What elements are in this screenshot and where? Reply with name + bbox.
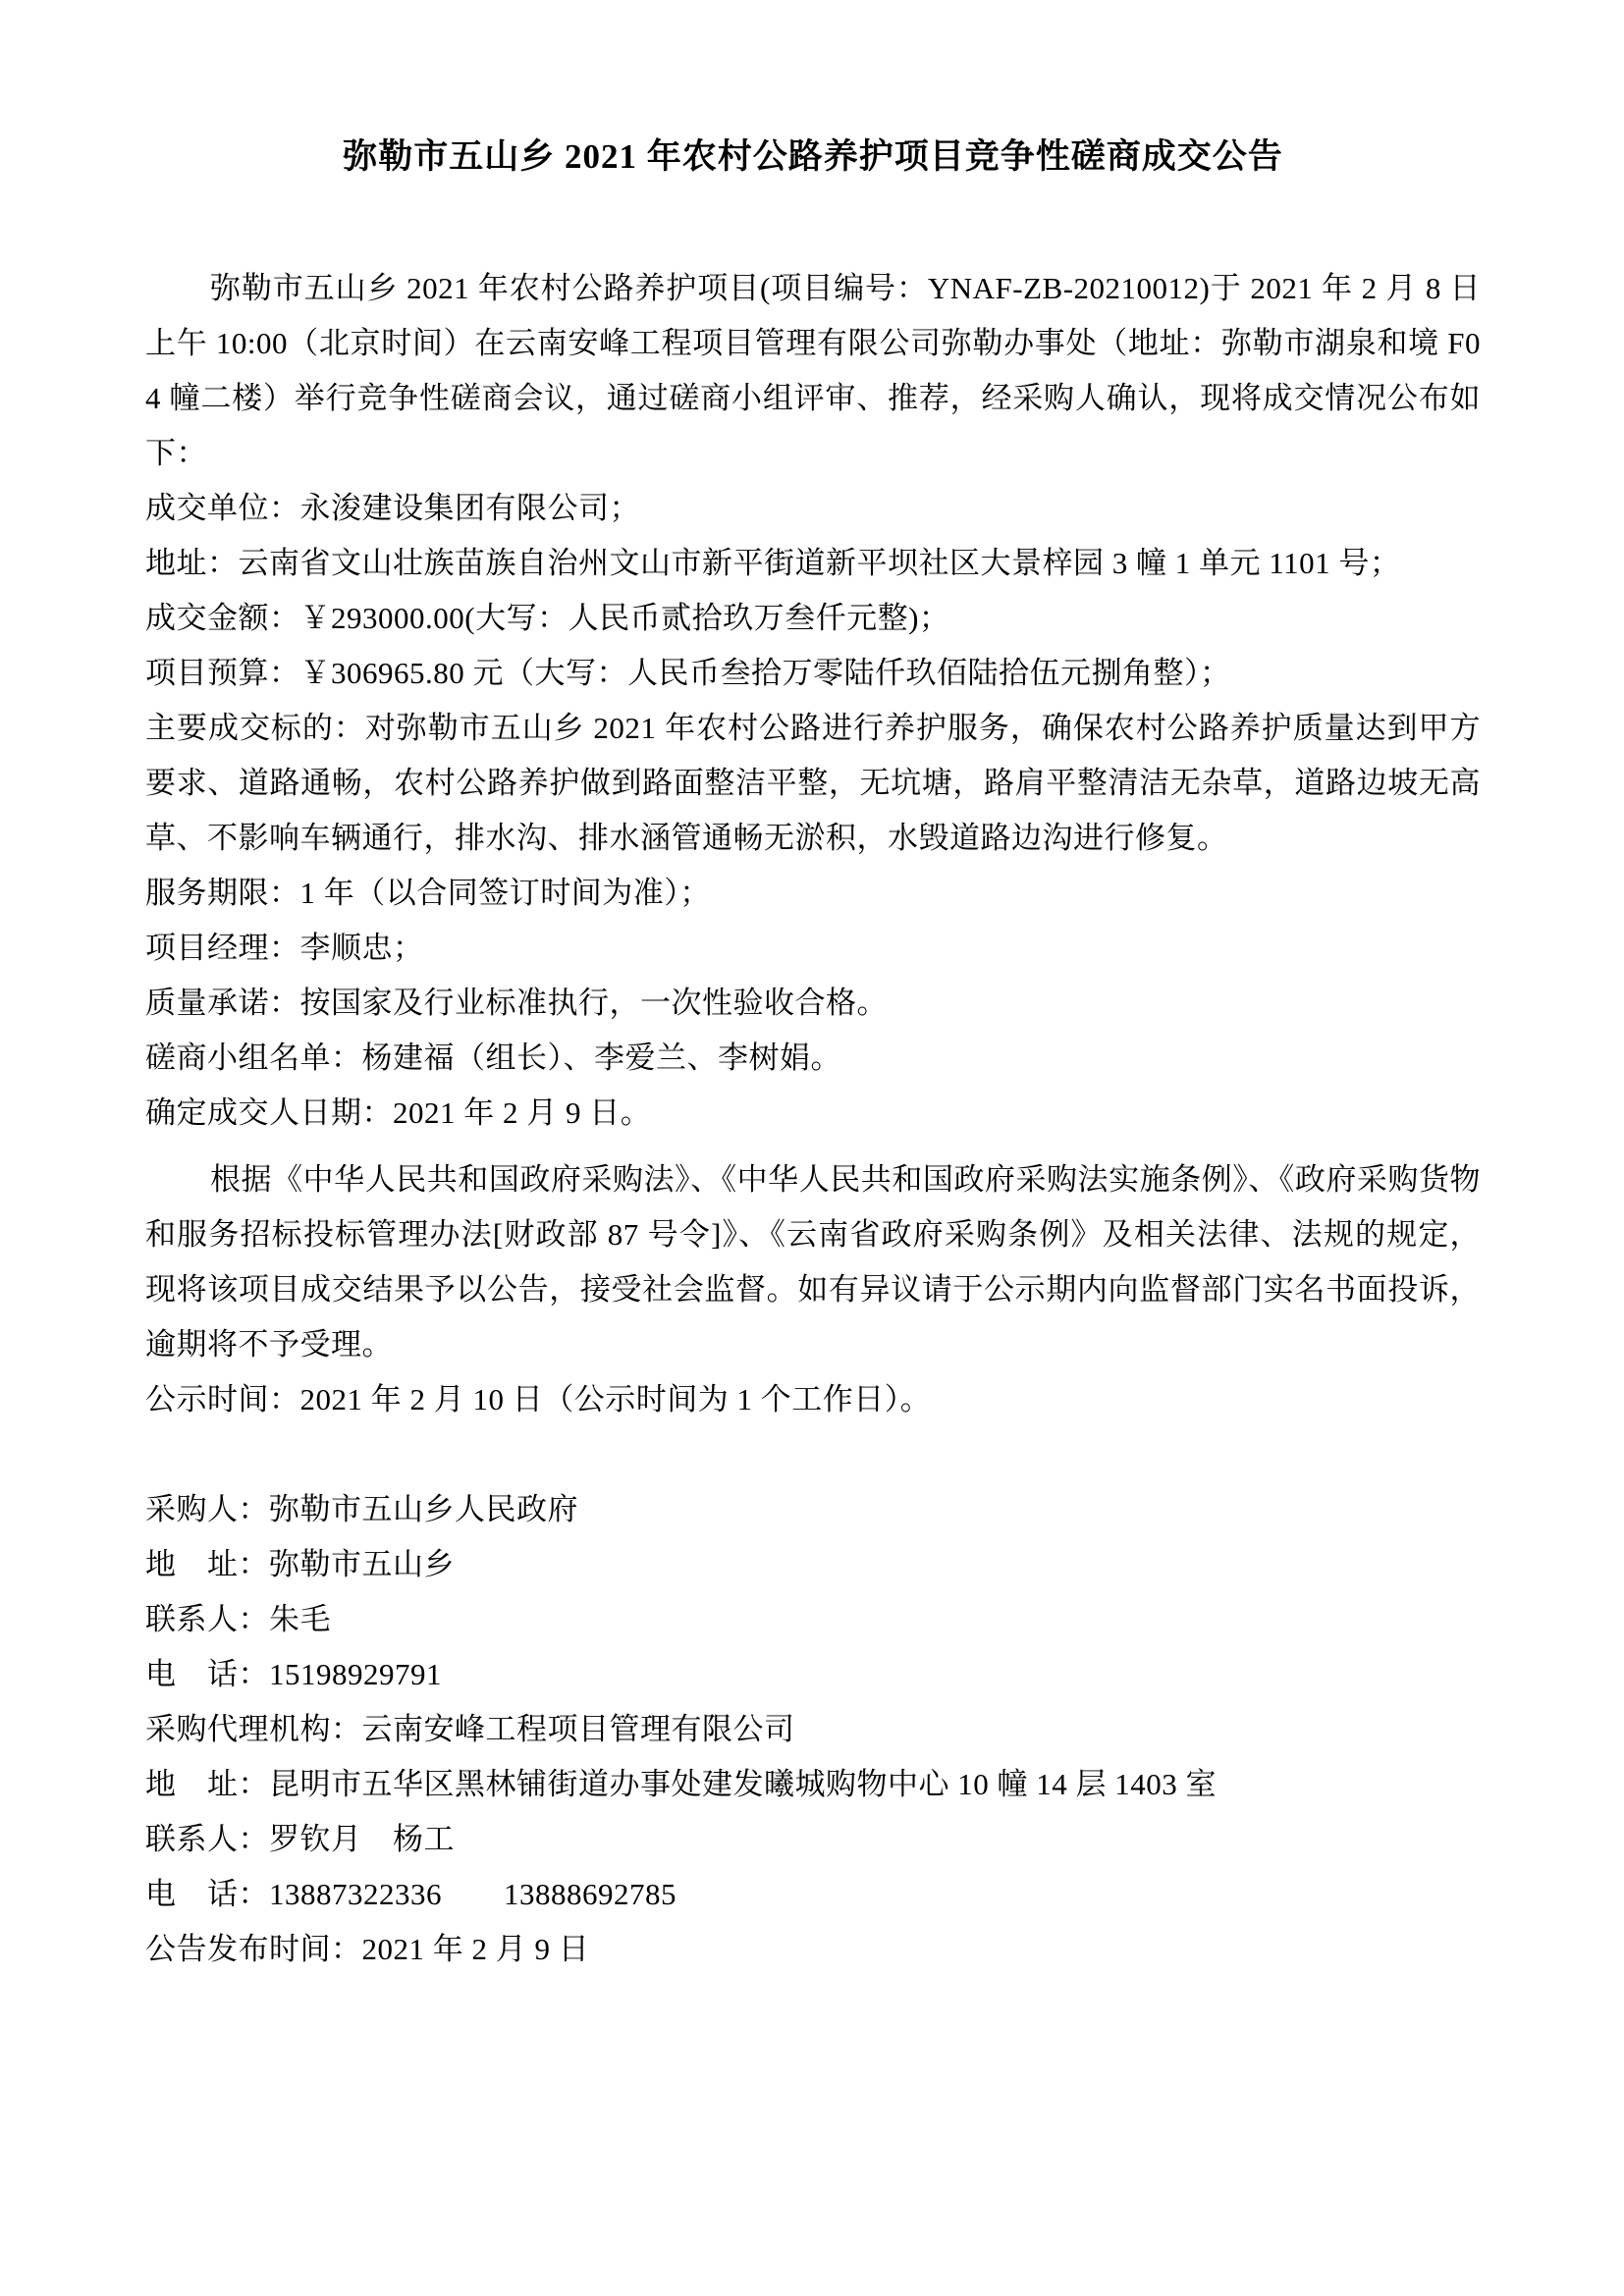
purchaser-line: 采购人：弥勒市五山乡人民政府 <box>145 1492 578 1526</box>
purchaser-phone-line: 电 话：15198929791 <box>145 1657 442 1691</box>
agency-phone-line: 电 话：13887322336 13888692785 <box>145 1877 677 1911</box>
agency-address-line: 地 址：昆明市五华区黑林铺街道办事处建发曦城购物中心 10 幢 14 层 1403 室 <box>145 1767 1217 1801</box>
winner-address-line: 地址：云南省文山壮族苗族自治州文山市新平街道新平坝社区大景梓园 3 幢 1 单元 1101 号； <box>145 546 1401 580</box>
project-budget-line: 项目预算：￥306965.80 元（大写：人民币叁拾万零陆仟玖佰陆拾伍元捌角整）； <box>145 656 1231 690</box>
agency-line: 采购代理机构：云南安峰工程项目管理有限公司 <box>145 1712 795 1746</box>
publish-date-line: 公告发布时间：2021 年 2 月 9 日 <box>145 1932 590 1966</box>
publicity-period-line: 公示时间：2021 年 2 月 10 日（公示时间为 1 个工作日）。 <box>145 1382 932 1416</box>
legal-basis-paragraph: 根据《中华人民共和国政府采购法》、《中华人民共和国政府采购法实施条例》、《政府采购货物和服务招标投标管理办法[财政部 87 号令]》、《云南省政府采购条例》及相关法律、法规的规定，现将该项目成交结果予以公告，接受社会监督。如有异议请于公示期内向监督部门实名书面投诉，逾期将不予受理。 <box>145 1162 1481 1362</box>
project-manager-line: 项目经理：李顺忠； <box>145 931 424 965</box>
subject-matter-paragraph: 主要成交标的：对弥勒市五山乡 2021 年农村公路进行养护服务，确保农村公路养护质量达到甲方要求、道路通畅，农村公路养护做到路面整洁平整，无坑塘，路肩平整清洁无杂草，道路边坡无高草、不影响车辆通行，排水沟、排水涵管通畅无淤积，水毁道路边沟进行修复。 <box>145 711 1481 855</box>
purchaser-address-line: 地 址：弥勒市五山乡 <box>145 1547 455 1581</box>
purchaser-contact-line: 联系人：朱毛 <box>145 1602 331 1636</box>
agency-contact-line: 联系人：罗钦月 杨工 <box>145 1822 455 1856</box>
intro-paragraph: 弥勒市五山乡 2021 年农村公路养护项目(项目编号：YNAF-ZB-20210012)于 2021 年 2 月 8 日上午 10:00（北京时间）在云南安峰工程项目管理有限公司弥勒办事处（地址：弥勒市湖泉和境 F04 幢二楼）举行竞争性磋商会议，通过磋商小组评审、推荐，经采购人确认，现将成交情况公布如下： <box>145 271 1481 470</box>
service-term-line: 服务期限：1 年（以合同签订时间为准）； <box>145 876 711 910</box>
quality-commitment-line: 质量承诺：按国家及行业标准执行，一次性验收合格。 <box>145 986 888 1020</box>
winning-bidder-line: 成交单位：永浚建设集团有限公司； <box>145 491 640 525</box>
award-date-line: 确定成交人日期：2021 年 2 月 9 日。 <box>145 1095 652 1130</box>
deal-amount-line: 成交金额：￥293000.00(大写：人民币贰拾玖万叁仟元整)； <box>145 601 950 635</box>
panel-members-line: 磋商小组名单：杨建福（组长）、李爱兰、李树娟。 <box>145 1041 841 1075</box>
page-title: 弥勒市五山乡 2021 年农村公路养护项目竞争性磋商成交公告 <box>343 137 1283 176</box>
